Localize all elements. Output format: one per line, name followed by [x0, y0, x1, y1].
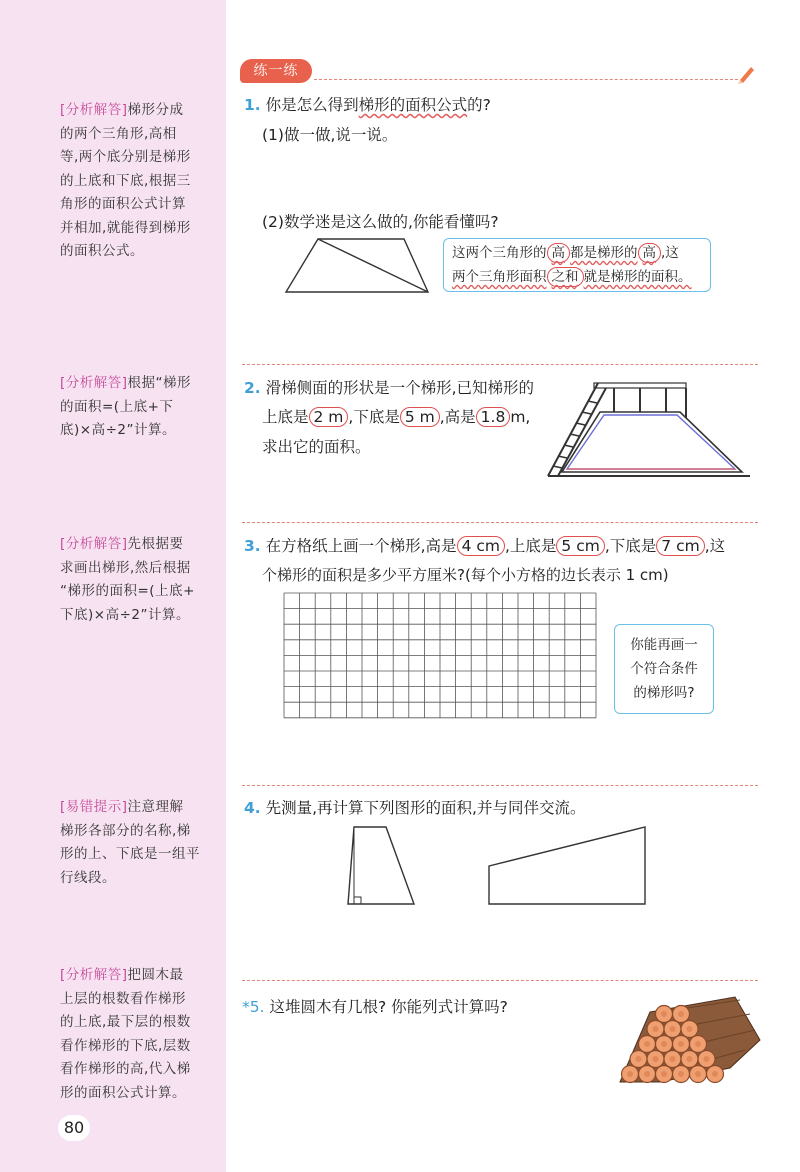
q3-text: 在方格纸上画一个梯形,高是: [265, 537, 457, 555]
q1-sub1: (1)做一做,说一说。: [262, 126, 398, 144]
q5-text: 这堆圆木有几根? 你能列式计算吗?: [269, 998, 508, 1016]
callout-text: ,这: [661, 245, 679, 261]
log-core: [670, 1056, 676, 1062]
note-line: 角形的面积公式计算: [60, 196, 186, 212]
log-core: [661, 1071, 667, 1077]
note-line: 的面积=(上底+下: [60, 398, 174, 415]
q1-text-post: 的?: [467, 96, 491, 114]
note-line: 梯形各部分的名称,梯: [60, 822, 191, 839]
callout-text: 的梯形吗?: [633, 685, 695, 701]
q2-label: 上底是: [262, 408, 309, 426]
q2-label: m,: [510, 408, 531, 426]
q1-text-key: 梯形的面积公式: [358, 96, 468, 114]
log-core: [687, 1026, 693, 1032]
note-line: 形的上、下底是一组平: [60, 846, 200, 862]
question-number: 4.: [244, 799, 261, 817]
q2-line3: 求出它的面积。: [262, 438, 371, 456]
q4-text: 先测量,再计算下列图形的面积,并与同伴交流。: [265, 799, 586, 817]
note-line: 并相加,就能得到梯形: [60, 219, 191, 236]
note-line: 看作梯形的高,代入梯: [60, 1061, 191, 1077]
question-number: 3.: [244, 537, 261, 555]
q2-label: ,高是: [439, 408, 476, 426]
note-line: “梯形的面积=(上底+: [60, 583, 195, 599]
callout-text: 都是梯形的: [570, 245, 638, 261]
log-core: [636, 1056, 642, 1062]
callout-key: 高: [547, 243, 571, 263]
note-tag: [分析解答]: [60, 536, 128, 552]
q3-text: ,下底是: [604, 537, 657, 555]
callout-text: 个符合条件: [630, 661, 698, 677]
q3-text: ,上底是: [504, 537, 557, 555]
note-line: 的面积公式。: [60, 243, 144, 259]
note-line: 底)×高÷2”计算。: [60, 422, 176, 438]
log-core: [661, 1011, 667, 1017]
log-core: [678, 1011, 684, 1017]
log-core: [704, 1056, 710, 1062]
note-line: 形的面积公式计算。: [60, 1084, 186, 1101]
note-tag: [易错提示]: [60, 799, 128, 815]
question-number: *5.: [242, 998, 265, 1016]
log-core: [653, 1026, 659, 1032]
callout-text: 两个三角形面积: [452, 269, 547, 285]
callout-text: 就是梯形的面积。: [583, 269, 692, 285]
q2-value-lower: 5 m: [400, 407, 440, 427]
q2-label: ,下底是: [348, 408, 400, 426]
log-core: [678, 1041, 684, 1047]
q1-sub2: (2)数学迷是这么做的,你能看懂吗?: [262, 213, 499, 231]
note-tag: [分析解答]: [60, 102, 128, 118]
note-line: 先根据要: [127, 536, 184, 552]
note-line: 注意理解: [127, 799, 184, 815]
log-core: [644, 1071, 650, 1077]
q2-value-upper: 2 m: [309, 407, 349, 427]
q3-value-upper: 5 cm: [556, 536, 604, 556]
note-line: 根据“梯形: [127, 375, 192, 391]
log-core: [644, 1041, 650, 1047]
question-number: 2.: [244, 379, 261, 397]
note-line: 梯形分成: [127, 102, 184, 118]
callout-key: 之和: [547, 267, 584, 287]
log-core: [678, 1071, 684, 1077]
log-core: [695, 1071, 701, 1077]
note-line: 等,两个底分别是梯形: [60, 149, 191, 165]
callout-text: 这两个三角形的: [452, 245, 547, 261]
log-core: [687, 1056, 693, 1062]
note-line: 求画出梯形,然后根据: [60, 559, 191, 576]
log-core: [653, 1056, 659, 1062]
note-tag: [分析解答]: [60, 375, 128, 391]
note-line: 的两个三角形,高相: [60, 125, 177, 142]
note-line: 看作梯形的下底,层数: [60, 1037, 191, 1054]
log-core: [695, 1041, 701, 1047]
q1-text-pre: 你是怎么得到: [265, 96, 359, 114]
page-number: 80: [58, 1115, 90, 1141]
q2-line1: 滑梯侧面的形状是一个梯形,已知梯形的: [265, 379, 535, 397]
q3-text: ,这: [704, 537, 726, 555]
note-tag: [分析解答]: [60, 967, 128, 983]
note-line: 下底)×高÷2”计算。: [60, 606, 190, 623]
log-core: [661, 1041, 667, 1047]
q2-value-height: 1.8: [476, 407, 511, 427]
note-line: 的上底,最下层的根数: [60, 1014, 191, 1030]
question-number: 1.: [244, 96, 261, 114]
callout-key: 高: [638, 243, 662, 263]
log-core: [627, 1071, 633, 1077]
note-line: 行线段。: [60, 869, 116, 886]
note-line: 把圆木最: [127, 967, 184, 983]
log-core: [670, 1026, 676, 1032]
callout-text: 你能再画一: [630, 637, 698, 653]
q3-line2: 个梯形的面积是多少平方厘米?(每个小方格的边长表示 1 cm): [262, 566, 669, 584]
note-line: 的上底和下底,根据三: [60, 172, 191, 189]
log-core: [712, 1071, 718, 1077]
q3-value-height: 4 cm: [457, 536, 505, 556]
note-line: 上层的根数看作梯形: [60, 990, 186, 1007]
q3-value-lower: 7 cm: [656, 536, 704, 556]
section-badge: 练一练: [240, 59, 312, 83]
